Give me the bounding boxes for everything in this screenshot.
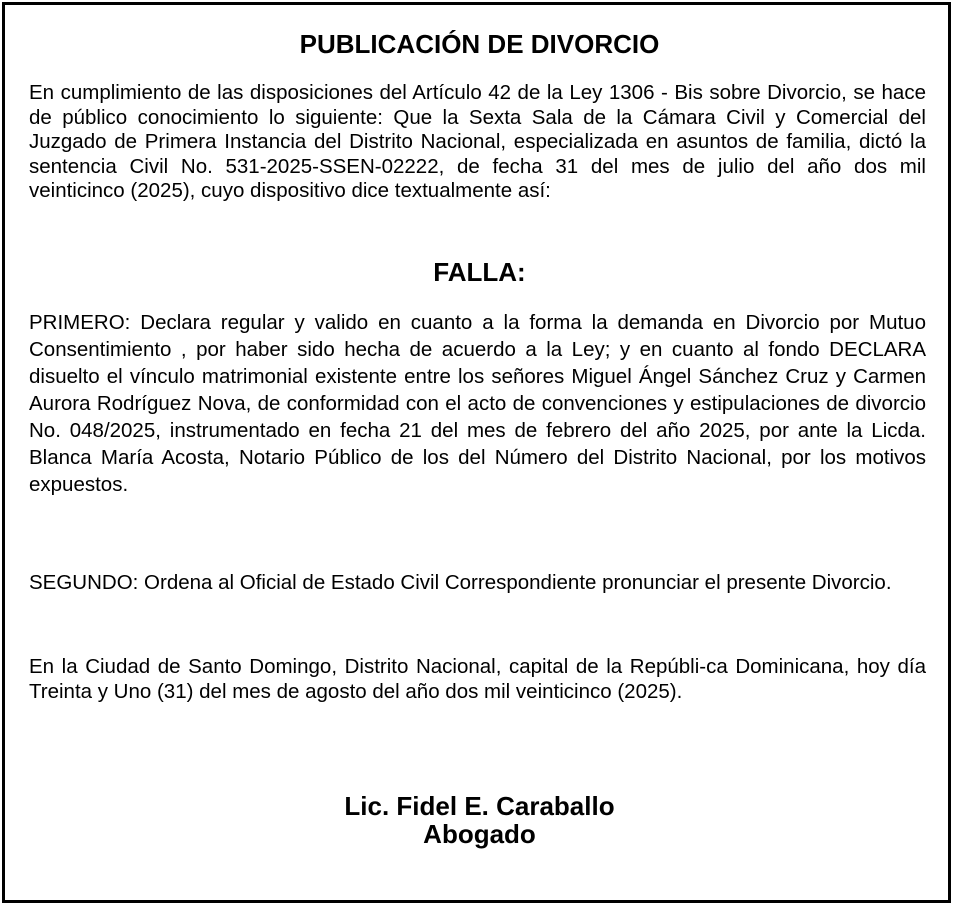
- signature-role: Abogado: [423, 819, 536, 849]
- primero-paragraph: PRIMERO: Declara regular y valido en cuanto a la forma la demanda en Divorcio por Mutuo Consentimiento , por haber sido hecha de acuerdo a la Ley; y en cuanto al fondo DECLARA disuelto el vínculo matrimonial existente entre los señores Miguel Ángel Sánchez Cruz y Carmen Aurora Rodríguez Nova, de conformidad con el acto de convenciones y estipulaciones de divorcio No. 048/2025, instrumentado en fecha 21 del mes de febrero del año 2025, por ante la Licda. Blanca María Acosta, Notario Público de los del Número del Distrito Nacional, por los motivos expuestos.: [29, 311, 926, 496]
- signature-name: Lic. Fidel E. Caraballo: [344, 791, 615, 821]
- falla-heading: FALLA:: [433, 257, 526, 287]
- intro-paragraph: En cumplimiento de las disposiciones del Artículo 42 de la Ley 1306 - Bis sobre Divorcio, se hace de público conocimiento lo siguiente: Que la Sexta Sala de la Cámara Civil y Comercial del Juzgado de Primera Instancia del Distrito Nacional, especializada en asuntos de familia, dictó la sentencia Civil No. 531-2025-SSEN-02222, de fecha 31 del mes de julio del año dos mil veinticinco (2025), cuyo dispositivo dice textualmente así:: [29, 81, 926, 202]
- segundo-paragraph: SEGUNDO: Ordena al Oficial de Estado Civil Correspondiente pronunciar el presente Divorcio.: [29, 571, 892, 594]
- closing-paragraph: En la Ciudad de Santo Domingo, Distrito Nacional, capital de la Repúbli-ca Dominicana, hoy día Treinta y Uno (31) del mes de agosto del año dos mil veinticinco (2025).: [29, 655, 926, 703]
- publication-frame: [2, 2, 951, 903]
- publication-title: PUBLICACIÓN DE DIVORCIO: [299, 29, 660, 59]
